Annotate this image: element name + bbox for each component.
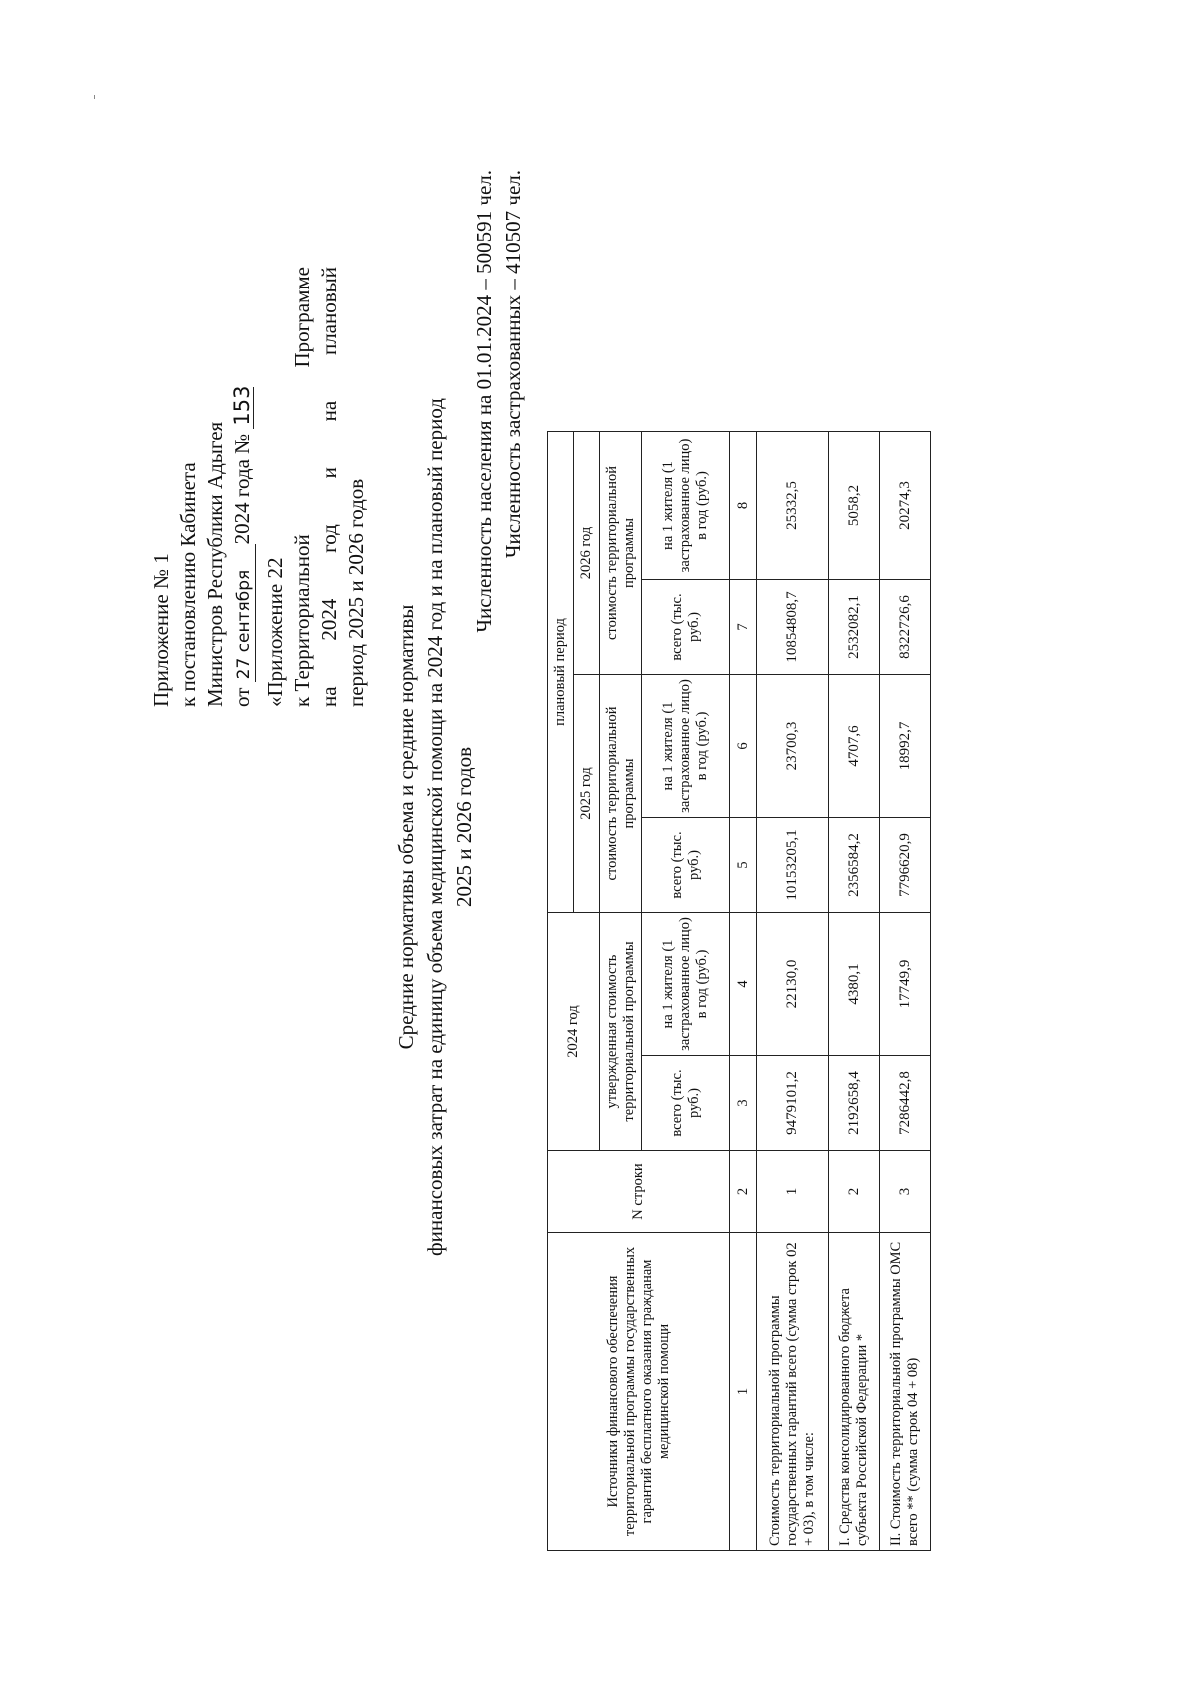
appendix-date-line: [229, 267, 256, 707]
header-year-2025: 2025 год: [574, 675, 600, 913]
header-row-number: N строки: [548, 1151, 730, 1233]
document-title: [392, 377, 479, 1277]
column-number: 5: [730, 818, 757, 913]
cell-2025-total: 10153205,1: [757, 818, 829, 913]
header-per-capita: на 1 жителя (1 застрахованное лицо) в год (руб.): [642, 675, 730, 818]
header-per-capita: на 1 жителя (1 застрахованное лицо) в год (руб.): [642, 432, 730, 580]
cell-2024-total: 7286442,8: [880, 1056, 931, 1151]
population-insured: Численность застрахованных – 410507 чел.: [501, 170, 525, 559]
cell-2024-total: 2192658,4: [829, 1056, 880, 1151]
column-number: 1: [730, 1233, 757, 1551]
word: к Территориальной: [290, 534, 314, 707]
header-year-2024: 2024 год: [548, 913, 600, 1151]
cell-2024-total: 9479101,2: [757, 1056, 829, 1151]
table-row: [829, 432, 880, 1551]
cell-2026-total: 10854808,7: [757, 580, 829, 675]
cell-2025-total: 2356584,2: [829, 818, 880, 913]
date-suffix: 2024 года №: [230, 433, 254, 545]
scan-speck: [94, 95, 95, 99]
appendix-line: Министров Республики Адыгея: [203, 421, 227, 707]
cell-2026-per-capita: 5058,2: [829, 432, 880, 580]
appendix-header: [148, 267, 256, 707]
cell-2024-per-capita: 17749,9: [880, 913, 931, 1056]
row-number: 1: [757, 1151, 829, 1233]
norms-table: [547, 431, 931, 1551]
cell-2024-per-capita: 22130,0: [757, 913, 829, 1056]
row-number: 3: [880, 1151, 931, 1233]
appendix-line: к постановлению Кабинета: [176, 462, 200, 707]
table-row: [757, 432, 829, 1551]
row-label: I. Средства консолидированного бюджета субъекта Российской Федерации *: [829, 1233, 880, 1551]
row-number: 2: [829, 1151, 880, 1233]
word: год: [317, 524, 341, 553]
quoted-line-justified: [316, 267, 343, 707]
title-line-1: Средние нормативы объема и средние нормативы: [394, 604, 418, 1050]
population-total: Численность населения на 01.01.2024 – 500591 чел.: [472, 170, 496, 633]
row-label: Стоимость территориальной программы государственных гарантий всего (сумма строк 02 + 03), в том числе:: [757, 1233, 829, 1551]
table-row: [880, 432, 931, 1551]
date-prefix: от: [230, 687, 254, 707]
cell-2026-total: 2532082,1: [829, 580, 880, 675]
column-number: 2: [730, 1151, 757, 1233]
quoted-line: период 2025 и 2026 годов: [344, 478, 368, 707]
header-cost-2025: стоимость территориальной программы: [600, 675, 642, 913]
header-cost-2026: стоимость территориальной программы: [600, 432, 642, 675]
header-sources: Источники финансового обеспечения территориальной программы государственных гарантий бесплатного оказания гражданам медицинской помощи: [548, 1233, 730, 1551]
header-row: [548, 432, 574, 1551]
quoted-appendix: [262, 267, 370, 707]
title-line-2: финансовых затрат на единицу объема медицинской помощи на 2024 год и на плановый период 2025 и 2026 годов: [423, 398, 476, 1256]
header-total: всего (тыс. руб.): [642, 1056, 730, 1151]
cell-2026-total: 8322726,6: [880, 580, 931, 675]
word: на: [317, 400, 341, 422]
column-number: 3: [730, 1056, 757, 1151]
quoted-line-justified: [289, 267, 316, 707]
column-number: 8: [730, 432, 757, 580]
word: плановый: [317, 267, 341, 356]
word: и: [317, 467, 341, 479]
appendix-line: Приложение № 1: [149, 553, 173, 707]
cell-2025-per-capita: 4707,6: [829, 675, 880, 818]
header-year-2026: 2026 год: [574, 432, 600, 675]
column-number: 4: [730, 913, 757, 1056]
header-planned-period: плановый период: [548, 432, 574, 913]
population-info: [470, 170, 528, 670]
header-total: всего (тыс. руб.): [642, 580, 730, 675]
quoted-line: «Приложение 22: [263, 557, 287, 707]
header-per-capita: на 1 жителя (1 застрахованное лицо) в год (руб.): [642, 913, 730, 1056]
number-handwritten: 153: [231, 387, 254, 429]
column-number-row: [730, 432, 757, 1551]
column-number: 7: [730, 580, 757, 675]
cell-2025-per-capita: 23700,3: [757, 675, 829, 818]
column-number: 6: [730, 675, 757, 818]
cell-2025-total: 7796620,9: [880, 818, 931, 913]
word: на: [317, 686, 341, 707]
header-total: всего (тыс. руб.): [642, 818, 730, 913]
date-handwritten: 27 сентября: [233, 544, 256, 682]
word: Программе: [290, 267, 314, 368]
header-approved-cost: утвержденная стоимость территориальной программы: [600, 913, 642, 1151]
cell-2026-per-capita: 20274,3: [880, 432, 931, 580]
cell-2024-per-capita: 4380,1: [829, 913, 880, 1056]
cell-2026-per-capita: 25332,5: [757, 432, 829, 580]
row-label: II. Стоимость территориальной программы ОМС всего ** (сумма строк 04 + 08): [880, 1233, 931, 1551]
cell-2025-per-capita: 18992,7: [880, 675, 931, 818]
word: 2024: [317, 598, 341, 641]
